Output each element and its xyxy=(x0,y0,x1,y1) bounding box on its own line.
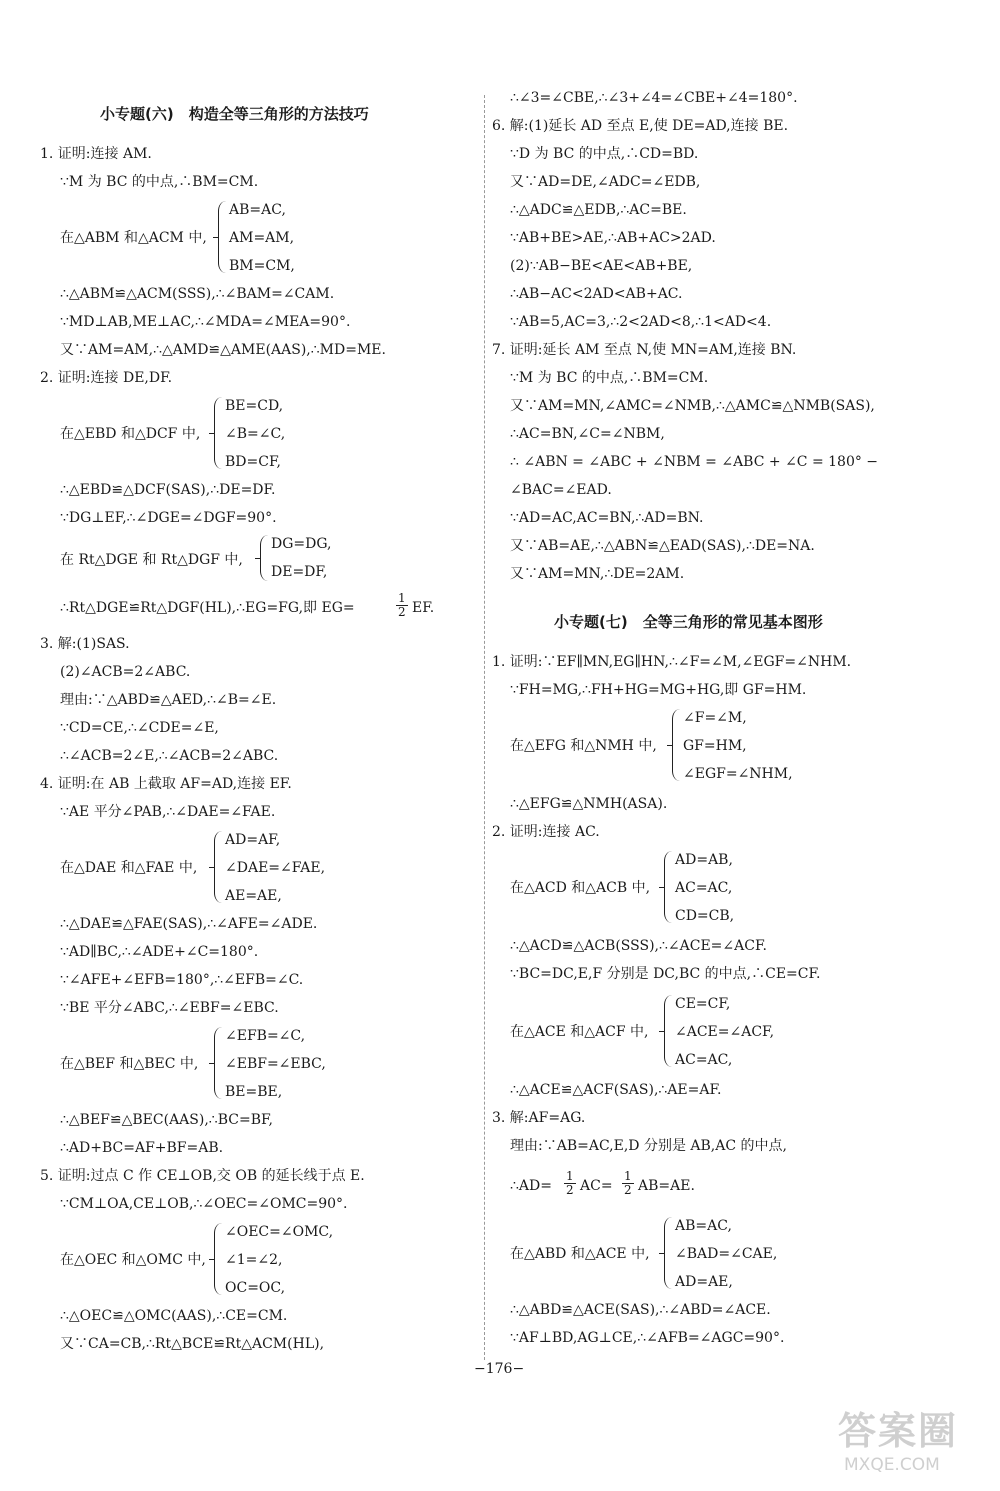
text-line: 2. 证明:连接 DE,DF. xyxy=(40,370,173,386)
system-item: ∠OEC=∠OMC, xyxy=(225,1224,334,1240)
system-label: 在△OEC 和△OMC 中, xyxy=(60,1252,206,1268)
system-label: 在△EFG 和△NMH 中, xyxy=(510,738,657,754)
system-item: CE=CF, xyxy=(675,996,731,1012)
text-line: ∵AB+BE>AE,∴AB+AC>2AD. xyxy=(510,230,716,246)
system-item: ∠B=∠C, xyxy=(225,426,286,442)
system-item: AB=AC, xyxy=(229,202,286,218)
text-line: 又∵AD=DE,∠ADC=∠EDB, xyxy=(510,174,701,190)
text-line: ∴△ABD≌△ACE(SAS),∴∠ABD=∠ACE. xyxy=(510,1302,771,1318)
text-line: 1. 证明:∵EF∥MN,EG∥HN,∴∠F=∠M,∠EGF=∠NHM. xyxy=(492,654,852,670)
fraction-denominator: 2 xyxy=(398,605,406,619)
system-item: AD=AB, xyxy=(675,852,733,868)
text-line: ∴∠3=∠CBE,∴∠3+∠4=∠CBE+∠4=180°. xyxy=(510,90,798,106)
system-item: AC=AC, xyxy=(675,880,733,896)
text-line: ∴△ACE≌△ACF(SAS),∴AE=AF. xyxy=(510,1082,722,1098)
brace-icon xyxy=(664,851,672,923)
text-line: 5. 证明:过点 C 作 CE⊥OB,交 OB 的延长线于点 E. xyxy=(40,1168,365,1184)
text-line: ∠BAC=∠EAD. xyxy=(510,482,612,498)
text-line: ∴Rt△DGE≌Rt△DGF(HL),∴EG=FG,即 EG= xyxy=(60,600,355,616)
system-label: 在△EBD 和△DCF 中, xyxy=(60,426,201,442)
text-line: ∴△ACD≌△ACB(SSS),∴∠ACE=∠ACF. xyxy=(510,938,767,954)
watermark-logo xyxy=(838,1400,988,1480)
fraction xyxy=(396,592,408,619)
system-item: GF=HM, xyxy=(683,738,747,754)
system-item: BE=BE, xyxy=(225,1084,283,1100)
text-line: ∵M 为 BC 的中点,∴BM=CM. xyxy=(60,174,259,190)
text-line: (2)∠ACB=2∠ABC. xyxy=(60,664,191,680)
text-line: ∵AE 平分∠PAB,∴∠DAE=∠FAE. xyxy=(60,804,276,820)
text-line: ∴∠ACB=2∠E,∴∠ACB=2∠ABC. xyxy=(60,748,279,764)
system-item: DE=DF, xyxy=(271,564,328,580)
text-line: AC= xyxy=(580,1178,613,1194)
page-number: −176− xyxy=(474,1361,525,1377)
system-item: ∠F=∠M, xyxy=(683,710,747,726)
text-line: ∵MD⊥AB,ME⊥AC,∴∠MDA=∠MEA=90°. xyxy=(60,314,351,330)
text-line: 又∵AM=MN,∴DE=2AM. xyxy=(510,566,685,582)
watermark-text: 答案圈 xyxy=(838,1409,959,1453)
fraction xyxy=(564,1170,576,1197)
fraction-numerator: 1 xyxy=(566,1169,574,1183)
text-line: ∴△EFG≌△NMH(ASA). xyxy=(510,796,668,812)
system-item: ∠EBF=∠EBC, xyxy=(225,1056,326,1072)
column-divider xyxy=(484,95,485,1360)
fraction-denominator: 2 xyxy=(566,1183,574,1197)
brace-icon xyxy=(260,535,268,581)
system-item: ∠ACE=∠ACF, xyxy=(675,1024,775,1040)
text-line: ∵AD=AC,AC=BN,∴AD=BN. xyxy=(510,510,704,526)
text-line: 理由:∵△ABD≌△AED,∴∠B=∠E. xyxy=(60,692,277,708)
system-item: AD=AF, xyxy=(225,832,281,848)
system-label: 在△ACE 和△ACF 中, xyxy=(510,1024,649,1040)
text-line: ∴AC=BN,∠C=∠NBM, xyxy=(510,426,665,442)
text-line: ∵AB=5,AC=3,∴2<2AD<8,∴1<AD<4. xyxy=(510,314,772,330)
brace-icon xyxy=(664,1217,672,1289)
system-item: AD=AE, xyxy=(675,1274,733,1290)
system-label: 在△ABD 和△ACE 中, xyxy=(510,1246,650,1262)
system-item: AM=AM, xyxy=(229,230,295,246)
brace-icon xyxy=(664,995,672,1067)
text-line: 又∵AM=AM,∴△AMD≌△AME(AAS),∴MD=ME. xyxy=(60,342,386,358)
system-item: OC=OC, xyxy=(225,1280,286,1296)
text-line: 4. 证明:在 AB 上截取 AF=AD,连接 EF. xyxy=(40,776,292,792)
text-line: ∴△DAE≌△FAE(SAS),∴∠AFE=∠ADE. xyxy=(60,916,318,932)
text-line: (2)∵AB−BE<AE<AB+BE, xyxy=(510,258,693,274)
text-line: 6. 解:(1)延长 AD 至点 E,使 DE=AD,连接 BE. xyxy=(492,118,789,134)
fraction xyxy=(622,1170,634,1197)
system-label: 在△ABM 和△ACM 中, xyxy=(60,230,207,246)
text-line: 7. 证明:延长 AM 至点 N,使 MN=AM,连接 BN. xyxy=(492,342,797,358)
brace-icon xyxy=(218,201,226,273)
text-line: ∴AD+BC=AF+BF=AB. xyxy=(60,1140,224,1156)
brace-icon xyxy=(214,397,222,469)
fraction-numerator: 1 xyxy=(624,1169,632,1183)
text-line: ∴ ∠ABN = ∠ABC + ∠NBM = ∠ABC + ∠C = 180° − xyxy=(510,454,879,470)
text-line: 又∵AB=AE,∴△ABN≌△EAD(SAS),∴DE=NA. xyxy=(510,538,815,554)
text-line: ∴△OEC≌△OMC(AAS),∴CE=CM. xyxy=(60,1308,288,1324)
text-line: ∴△ADC≌△EDB,∴AC=BE. xyxy=(510,202,687,218)
system-item: AE=AE, xyxy=(225,888,282,904)
text-line: ∵D 为 BC 的中点,∴CD=BD. xyxy=(510,146,699,162)
system-item: ∠EGF=∠NHM, xyxy=(683,766,793,782)
text-line: ∵DG⊥EF,∴∠DGE=∠DGF=90°. xyxy=(60,510,277,526)
system-item: BE=CD, xyxy=(225,398,284,414)
system-item: AB=AC, xyxy=(675,1218,732,1234)
text-line: ∴△EBD≌△DCF(SAS),∴DE=DF. xyxy=(60,482,276,498)
system-item: AC=AC, xyxy=(675,1052,733,1068)
text-line: ∵BC=DC,E,F 分别是 DC,BC 的中点,∴CE=CF. xyxy=(510,966,821,982)
text-line: ∵AD∥BC,∴∠ADE+∠C=180°. xyxy=(60,944,259,960)
system-item: ∠BAD=∠CAE, xyxy=(675,1246,778,1262)
text-line: ∵CM⊥OA,CE⊥OB,∴∠OEC=∠OMC=90°. xyxy=(60,1196,348,1212)
system-item: BM=CM, xyxy=(229,258,295,274)
text-line: 2. 证明:连接 AC. xyxy=(492,824,600,840)
text-line: ∵M 为 BC 的中点,∴BM=CM. xyxy=(510,370,709,386)
text-line: 又∵CA=CB,∴Rt△BCE≌Rt△ACM(HL), xyxy=(60,1336,325,1352)
text-line: ∵FH=MG,∴FH+HG=MG+HG,即 GF=HM. xyxy=(510,682,807,698)
text-line: AB=AE. xyxy=(638,1178,695,1194)
text-line: ∵∠AFE+∠EFB=180°,∴∠EFB=∠C. xyxy=(60,972,304,988)
text-line: ∵BE 平分∠ABC,∴∠EBF=∠EBC. xyxy=(60,1000,279,1016)
text-line: ∴△ABM≌△ACM(SSS),∴∠BAM=∠CAM. xyxy=(60,286,335,302)
text-line: 3. 解:AF=AG. xyxy=(492,1110,586,1126)
system-item: CD=CB, xyxy=(675,908,735,924)
system-label: 在△DAE 和△FAE 中, xyxy=(60,860,198,876)
brace-icon xyxy=(672,709,680,781)
system-label: 在△BEF 和△BEC 中, xyxy=(60,1056,199,1072)
system-item: ∠DAE=∠FAE, xyxy=(225,860,326,876)
system-item: DG=DG, xyxy=(271,536,332,552)
system-item: ∠1=∠2, xyxy=(225,1252,283,1268)
text-line: ∴AB−AC<2AD<AB+AC. xyxy=(510,286,683,302)
system-item: BD=CF, xyxy=(225,454,281,470)
text-line: ∵AF⊥BD,AG⊥CE,∴∠AFB=∠AGC=90°. xyxy=(510,1330,785,1346)
watermark-url: MXQE.COM xyxy=(844,1455,940,1475)
system-label: 在△ACD 和△ACB 中, xyxy=(510,880,651,896)
text-line: ∵CD=CE,∴∠CDE=∠E, xyxy=(60,720,219,736)
system-item: ∠EFB=∠C, xyxy=(225,1028,306,1044)
section-heading: 小专题(七) 全等三角形的常见基本图形 xyxy=(554,613,823,631)
brace-icon xyxy=(214,831,222,903)
brace-icon xyxy=(214,1027,222,1099)
text-line: ∴△BEF≌△BEC(AAS),∴BC=BF, xyxy=(60,1112,273,1128)
text-line: 3. 解:(1)SAS. xyxy=(40,636,130,652)
brace-icon xyxy=(214,1223,222,1295)
text-line: EF. xyxy=(412,600,435,616)
system-label: 在 Rt△DGE 和 Rt△DGF 中, xyxy=(60,552,243,568)
fraction-denominator: 2 xyxy=(624,1183,632,1197)
text-line: ∴AD= xyxy=(510,1178,552,1194)
section-heading: 小专题(六) 构造全等三角形的方法技巧 xyxy=(100,105,369,123)
text-line: 1. 证明:连接 AM. xyxy=(40,146,152,162)
text-line: 理由:∵AB=AC,E,D 分别是 AB,AC 的中点, xyxy=(510,1138,787,1154)
fraction-numerator: 1 xyxy=(398,591,406,605)
text-line: 又∵AM=MN,∠AMC=∠NMB,∴△AMC≌△NMB(SAS), xyxy=(510,398,875,414)
